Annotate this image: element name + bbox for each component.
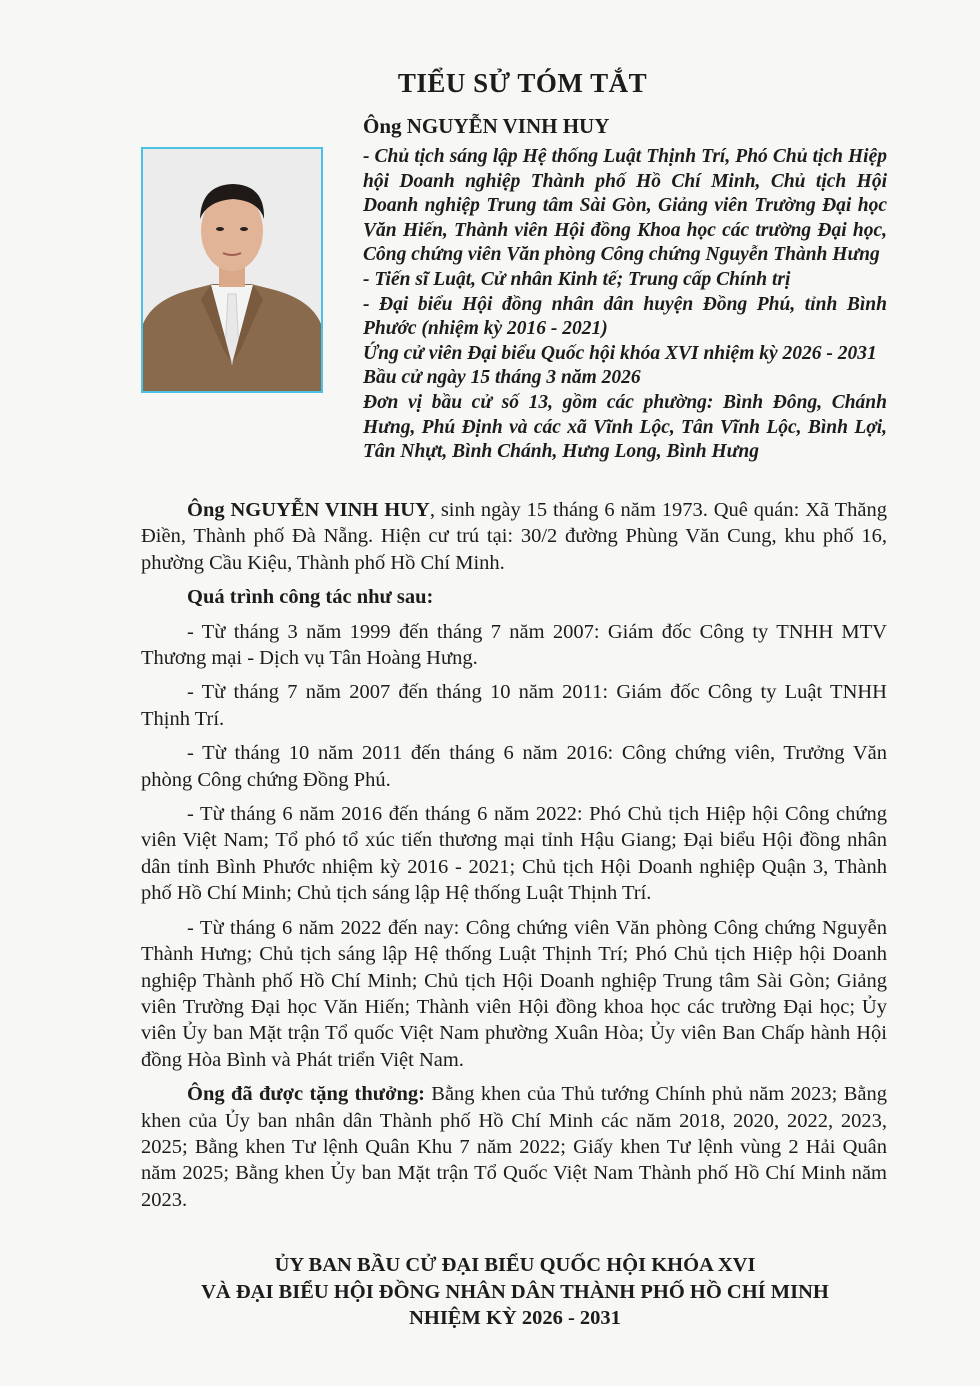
summary-council: - Đại biểu Hội đồng nhân dân huyện Đồng Phú, tỉnh Bình Phước (nhiệm kỳ 2016 - 2021) <box>363 293 887 340</box>
document-title: TIỂU SỬ TÓM TẮT <box>397 68 648 98</box>
awards-label: Ông đã được tặng thưởng: <box>187 1083 425 1106</box>
career-item: - Từ tháng 3 năm 1999 đến tháng 7 năm 2007: Giám đốc Công ty TNHH MTV Thương mại - Dịch vụ Tân Hoàng Hưng. <box>141 620 887 670</box>
issuer-footer <box>130 1252 900 1332</box>
summary-election-date: Bầu cử ngày 15 tháng 3 năm 2026 <box>363 367 641 389</box>
bio-name: Ông NGUYỄN VINH HUY <box>187 499 430 521</box>
career-item: - Từ tháng 6 năm 2016 đến tháng 6 năm 2022: Phó Chủ tịch Hiệp hội Công chứng viên Việt Nam; Tổ phó tổ xúc tiến thương mại tỉnh Hậu Giang; Đại biểu Hội đồng nhân dân tỉnh Bình Phước nhiệm kỳ 2016 - 2021; Chủ tịch Hội Doanh nghiệp Quận 3, Thành phố Hồ Chí Minh; Chủ tịch sáng lập Hệ thống Luật Thịnh Trí. <box>141 803 887 905</box>
portrait-illustration <box>143 149 321 391</box>
bio-text: , sinh ngày 15 tháng 6 năm 1973. Quê quán: Xã Thăng Điền, Thành phố Đà Nẵng. Hiện cư trú tại: 30/2 đường Phùng Văn Cung, khu phố 16, phường Cầu Kiệu, Thành phố Hồ Chí Minh. <box>141 499 887 574</box>
awards-text: Bằng khen của Thủ tướng Chính phủ năm 2023; Bằng khen của Ủy ban nhân dân Thành phố Hồ Chí Minh các năm 2018, 2020, 2022, 2023, 2025; Bằng khen Tư lệnh Quân Khu 7 năm 2022; Giấy khen Tư lệnh vùng 2 Hải Quân năm 2025; Bằng khen Ủy ban Mặt trận Tổ Quốc Việt Nam Thành phố Hồ Chí Minh năm 2023. <box>141 1083 887 1211</box>
footer-line-1: ỦY BAN BẦU CỬ ĐẠI BIỂU QUỐC HỘI KHÓA XVI <box>274 1254 756 1276</box>
career-heading-text: Quá trình công tác như sau: <box>187 586 434 609</box>
footer-line-3: NHIỆM KỲ 2026 - 2031 <box>409 1307 621 1329</box>
portrait-photo <box>141 147 323 393</box>
footer-line-2: VÀ ĐẠI BIỂU HỘI ĐỒNG NHÂN DÂN THÀNH PHỐ HỒ CHÍ MINH <box>201 1280 829 1303</box>
career-heading <box>141 584 887 610</box>
summary-electoral-unit: Đơn vị bầu cử số 13, gồm các phường: Bình Đông, Chánh Hưng, Phú Định và các xã Vĩnh Lộc, Tân Vĩnh Lộc, Bình Lợi, Tân Nhựt, Bình Chánh, Hưng Long, Bình Hưng <box>363 391 887 463</box>
summary-candidate: Ứng cử viên Đại biểu Quốc hội khóa XVI nhiệm kỳ 2026 - 2031 <box>363 342 877 364</box>
summary-block <box>363 145 887 465</box>
biography-body <box>141 497 887 1213</box>
career-item: - Từ tháng 10 năm 2011 đến tháng 6 năm 2016: Công chứng viên, Trưởng Văn phòng Công chứng Đồng Phú. <box>141 742 887 791</box>
career-item: - Từ tháng 7 năm 2007 đến tháng 10 năm 2011: Giám đốc Công ty Luật TNHH Thịnh Trí. <box>141 681 887 730</box>
bio-paragraph <box>141 497 887 576</box>
summary-positions: - Chủ tịch sáng lập Hệ thống Luật Thịnh Trí, Phó Chủ tịch Hiệp hội Doanh nghiệp Thành phố Hồ Chí Minh, Chủ tịch Hội Doanh nghiệp Trung tâm Sài Gòn, Giảng viên Trường Đại học Văn Hiến, Thành viên Hội đồng Khoa học các trường Đại học, Công chứng viên Văn phòng Công chứng Nguyễn Thành Hưng <box>363 146 887 266</box>
career-item: - Từ tháng 6 năm 2022 đến nay: Công chứng viên Văn phòng Công chứng Nguyễn Thành Hưng; Chủ tịch sáng lập Hệ thống Luật Thịnh Trí; Phó Chủ tịch Hiệp hội Doanh nghiệp Thành phố Hồ Chí Minh; Chủ tịch Hội Doanh nghiệp Trung tâm Sài Gòn; Giảng viên Trường Đại học Văn Hiến; Thành viên Hội đồng khoa học các trường Đại học; Ủy viên Ủy ban Mặt trận Tổ quốc Việt Nam phường Xuân Hòa; Ủy viên Ban Chấp hành Hội đồng Hòa Bình và Phát triển Việt Nam. <box>141 916 887 1071</box>
candidate-name-heading: Ông NGUYỄN VINH HUY <box>363 114 610 138</box>
awards-paragraph <box>141 1081 887 1213</box>
summary-education: - Tiến sĩ Luật, Cử nhân Kinh tế; Trung cấp Chính trị <box>363 268 791 290</box>
